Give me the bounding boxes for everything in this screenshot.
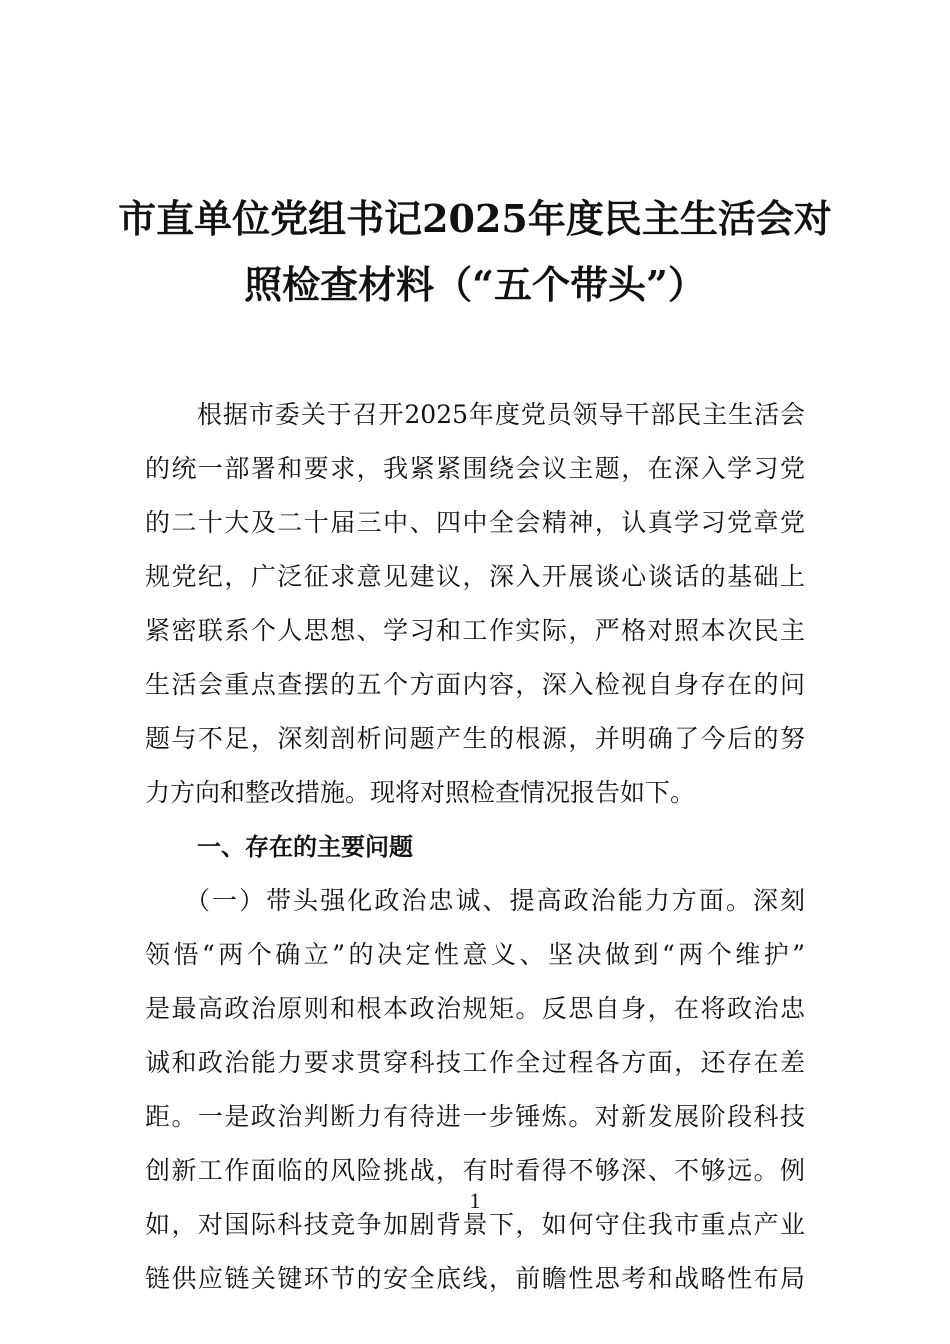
text-line: 的统一部署和要求，我紧紧围绕会议主题，在深入学习党 xyxy=(145,454,805,483)
document-title xyxy=(0,186,950,318)
document-body xyxy=(145,388,805,1306)
text-line: 的二十大及二十届三中、四中全会精神，认真学习党章党 xyxy=(145,508,805,537)
text-line: 创新工作面临的风险挑战，有时看得不够深、不够远。例 xyxy=(145,1156,805,1185)
title-line-1: 市直单位党组书记2025年度民主生活会对 xyxy=(118,196,832,241)
text-line: 诚和政治能力要求贯穿科技工作全过程各方面，还存在差 xyxy=(145,1048,805,1077)
text-line: 距。一是政治判断力有待进一步锤炼。对新发展阶段科技 xyxy=(145,1102,805,1131)
text-line: 是最高政治原则和根本政治规矩。反思自身，在将政治忠 xyxy=(145,994,805,1023)
page-number: 1 xyxy=(469,1188,481,1213)
title-line-2: 照检查材料（“五个带头”） xyxy=(244,262,706,307)
text-line: 如，对国际科技竞争加剧背景下，如何守住我市重点产业 xyxy=(145,1210,805,1239)
text-line: 链供应链关键环节的安全底线，前瞻性思考和战略性布局 xyxy=(145,1264,805,1293)
text-line: 生活会重点查摆的五个方面内容，深入检视自身存在的问 xyxy=(145,670,805,699)
section-heading: 一、存在的主要问题 xyxy=(197,833,413,861)
text-line: 规党纪，广泛征求意见建议，深入开展谈心谈话的基础上 xyxy=(145,562,805,591)
text-line: 领悟“两个确立”的决定性意义、坚决做到“两个维护” xyxy=(145,940,805,969)
text-line: 根据市委关于召开2025年度党员领导干部民主生活会 xyxy=(197,400,805,429)
text-line: 题与不足，深刻剖析问题产生的根源，并明确了今后的努 xyxy=(145,724,805,753)
text-line: 紧密联系个人思想、学习和工作实际，严格对照本次民主 xyxy=(145,616,805,645)
section-1-paragraph xyxy=(145,874,805,1306)
intro-paragraph xyxy=(145,388,805,820)
text-line: 力方向和整改措施。现将对照检查情况报告如下。 xyxy=(145,778,696,807)
text-line: （一）带头强化政治忠诚、提高政治能力方面。深刻 xyxy=(185,886,805,915)
